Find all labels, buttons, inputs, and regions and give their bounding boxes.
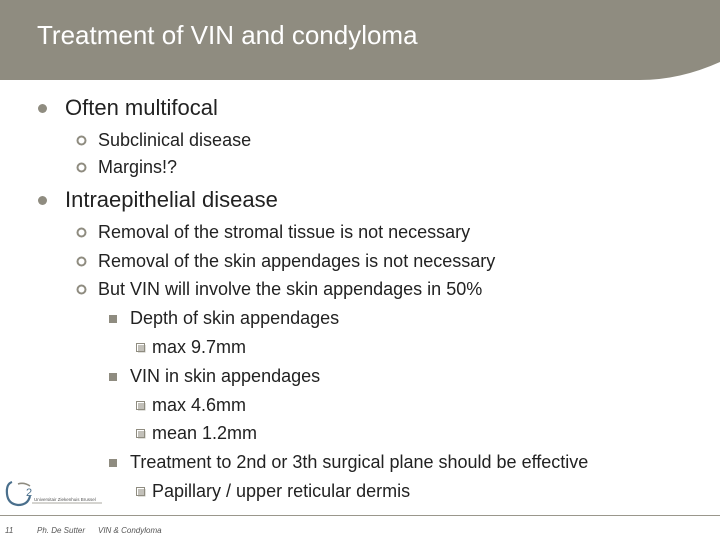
ring-bullet-icon [76,135,87,146]
page-number: 11 [5,526,14,535]
bullet-text: Removal of the stromal tissue is not necessary [98,222,471,242]
bullet-margins [76,157,177,178]
bullet-text: Removal of the skin appendages is not necessary [98,251,496,271]
bullet-text: Treatment to 2nd or 3th surgical plane should be effective [130,452,589,472]
logo-text: Universitair Ziekenhuis Brussel [34,497,96,502]
checkbox-bullet-icon [136,487,146,497]
dot-bullet-icon [38,196,47,205]
bullet-text: Margins!? [98,157,178,177]
bullet-depth [109,308,339,329]
bullet-mean-1-2 [136,423,257,444]
bullet-subclinical [76,130,251,151]
ring-bullet-icon [76,284,87,295]
ring-bullet-icon [76,162,87,173]
bullet-text: VIN in skin appendages [130,366,321,386]
footer-topic: VIN & Condyloma [98,526,162,535]
bullet-text: Papillary / upper reticular dermis [152,481,411,501]
bullet-text: But VIN will involve the skin appendages in 50% [98,279,483,299]
bullet-vin-skin-appendages [109,366,320,387]
footer-author: Ph. De Sutter [37,526,86,535]
bullet-often-multifocal [38,95,218,121]
bullet-intraepithelial [38,187,278,213]
dot-bullet-icon [38,104,47,113]
bullet-text: max 9.7mm [152,337,247,357]
checkbox-bullet-icon [136,429,146,439]
checkbox-bullet-icon [136,343,146,353]
bullet-max-4-6 [136,395,246,416]
slide-title: Treatment of VIN and condyloma [37,20,418,50]
bullet-text: Subclinical disease [98,130,252,150]
footer [0,505,720,540]
square-bullet-icon [109,315,117,323]
bullet-vin-involve [76,279,482,300]
svg-text:2: 2 [26,487,33,499]
bullet-treatment-plane [109,452,588,473]
bullet-papillary [136,481,410,502]
bullet-text: Depth of skin appendages [130,308,340,328]
ring-bullet-icon [76,227,87,238]
footer-divider [0,515,720,516]
bullet-max-9-7 [136,337,246,358]
ring-bullet-icon [76,256,87,267]
bullet-text: mean 1.2mm [152,423,258,443]
square-bullet-icon [109,459,117,467]
bullet-text: max 4.6mm [152,395,247,415]
square-bullet-icon [109,373,117,381]
bullet-stromal [76,222,470,243]
bullet-text: Often multifocal [65,95,218,120]
bullet-text: Intraepithelial disease [65,187,278,212]
bullet-appendages-removal [76,251,495,272]
checkbox-bullet-icon [136,401,146,411]
